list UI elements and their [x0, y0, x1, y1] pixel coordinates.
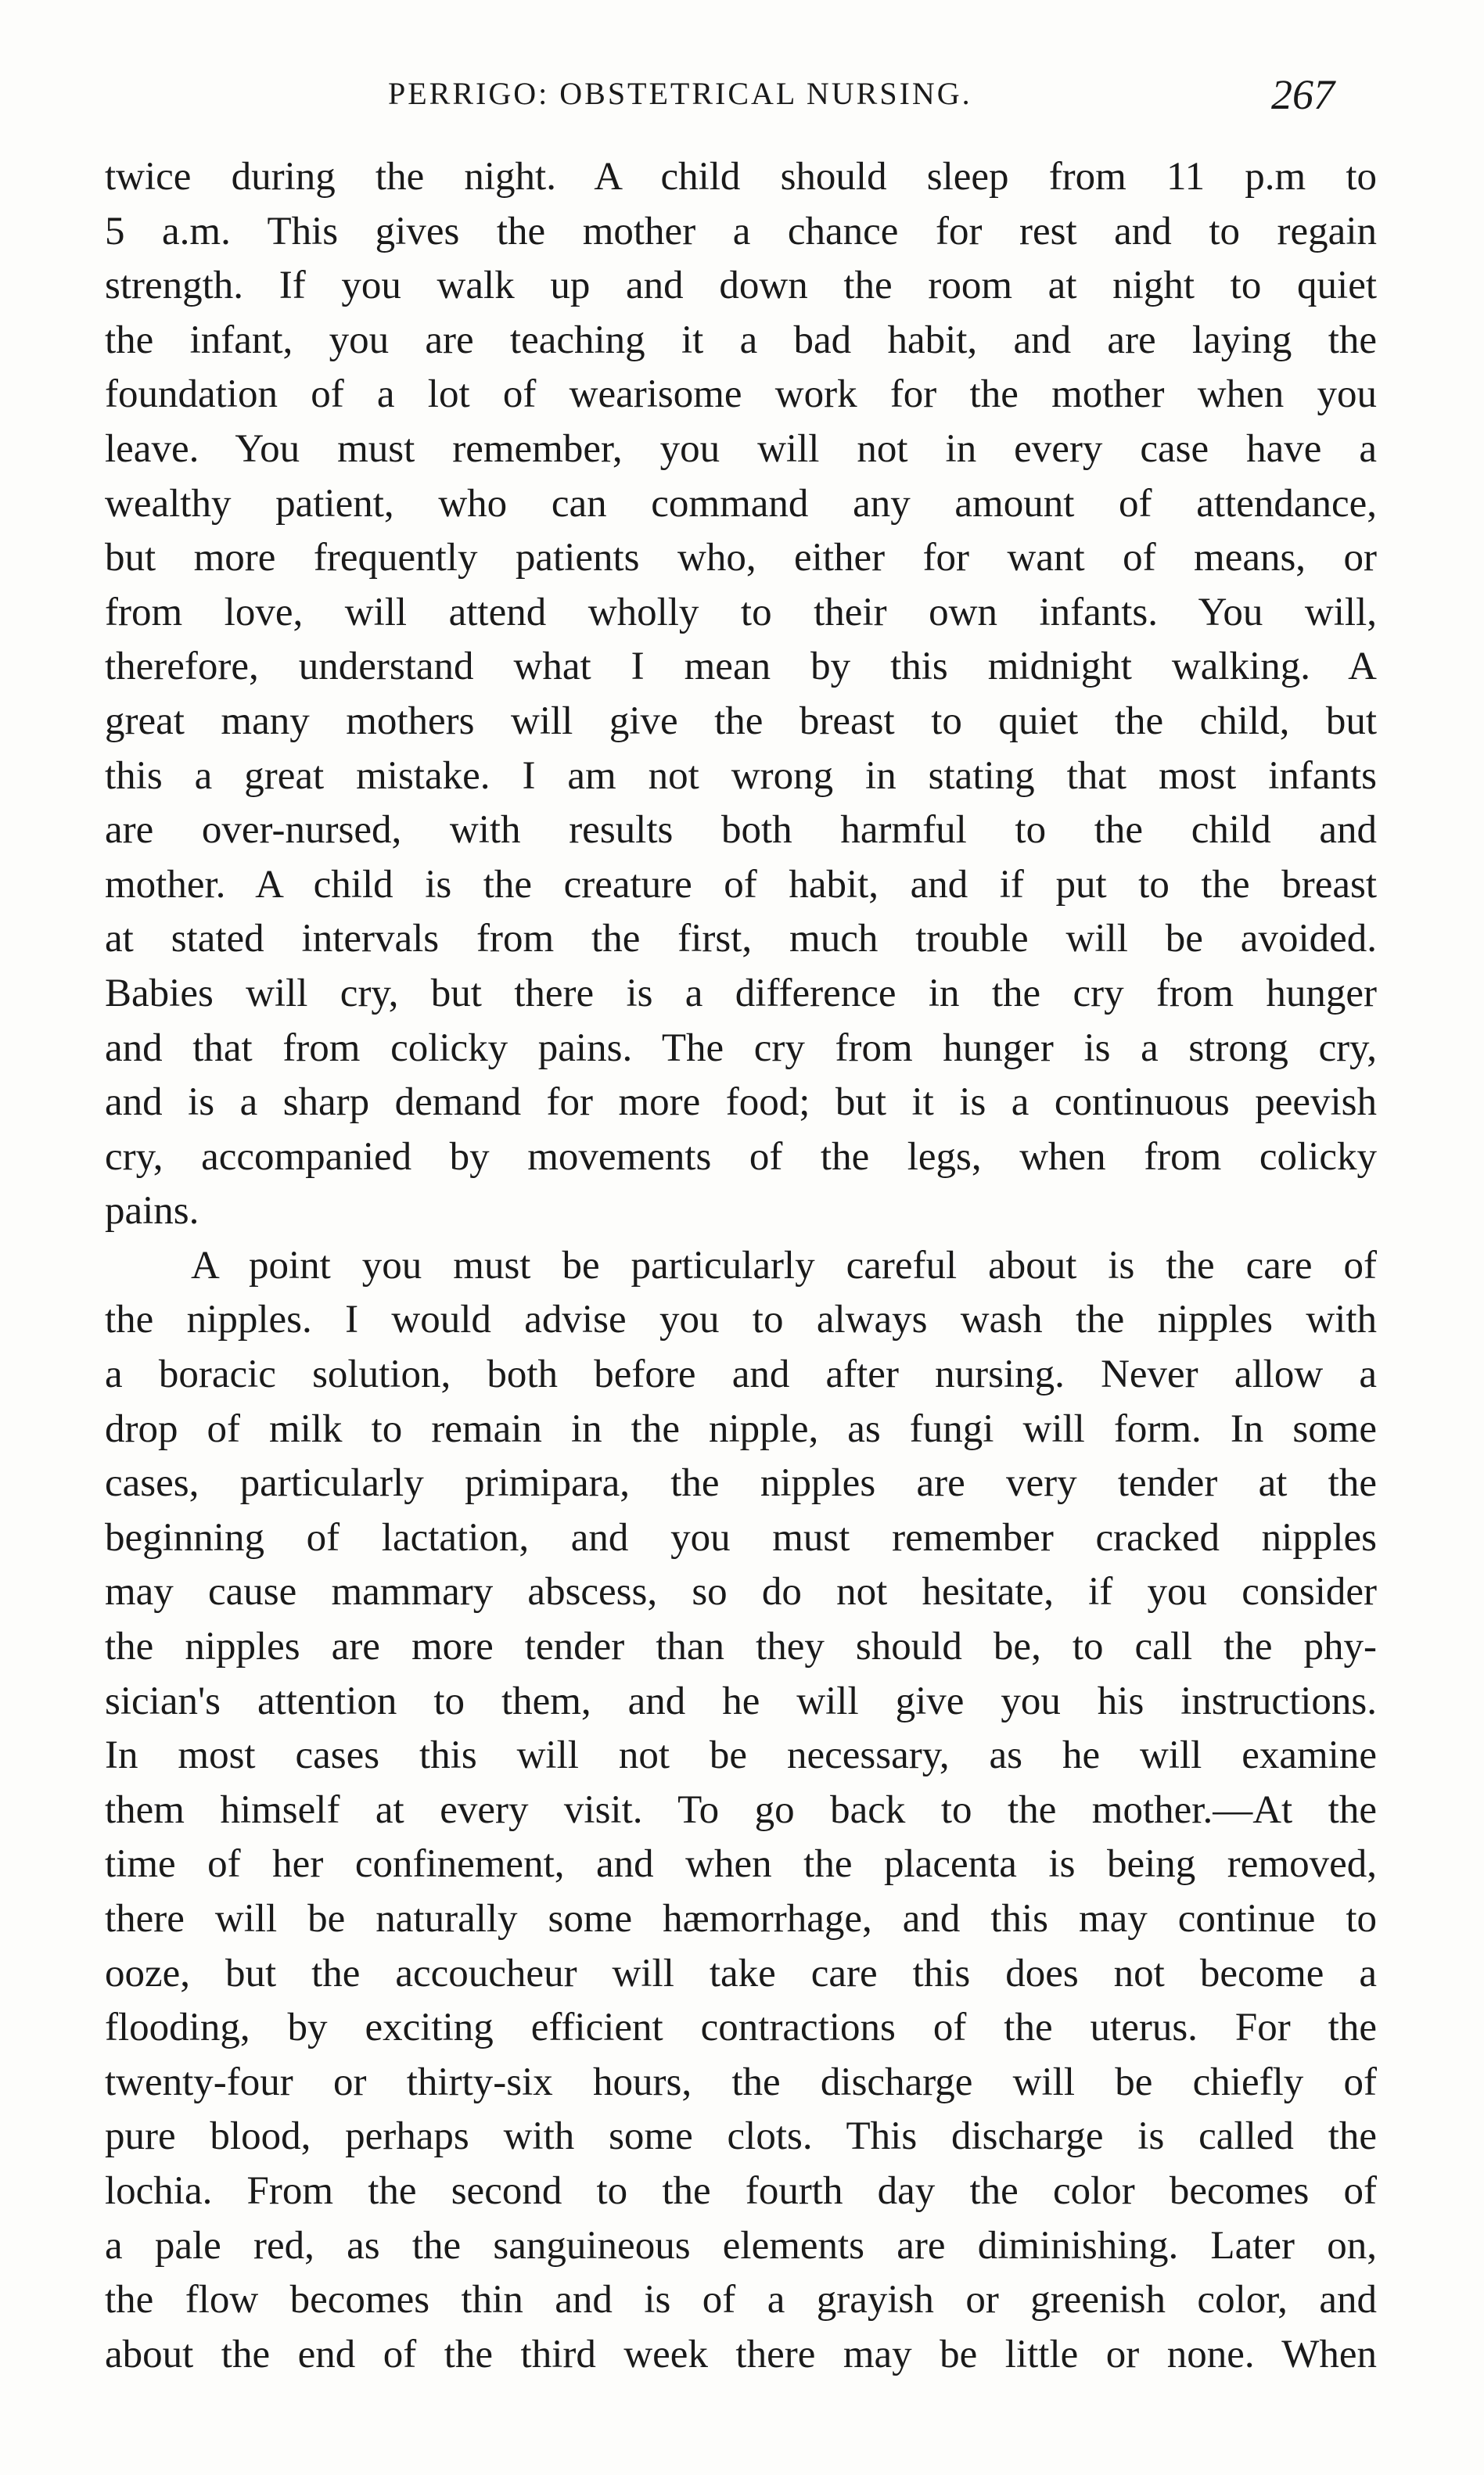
paragraph-first-line: A point you must be particularly careful about is the care of — [191, 1243, 1377, 1288]
text-line: leave. You must remember, you will not in every case have a — [105, 426, 1377, 471]
page-header — [0, 71, 1484, 130]
paragraph-end-line: pains. — [105, 1189, 199, 1234]
text-line: In most cases this will not be necessary, as he will examine — [105, 1733, 1377, 1778]
text-line: about the end of the third week there may be little or none. When — [105, 2332, 1377, 2376]
text-line: the flow becomes thin and is of a grayish or greenish color, and — [105, 2278, 1377, 2322]
text-line: sician's attention to them, and he will give you his instructions. — [105, 1679, 1377, 1723]
text-line: cry, accompanied by movements of the legs, when from colicky — [105, 1134, 1377, 1179]
text-line: strength. If you walk up and down the room at night to quiet — [105, 264, 1377, 308]
text-line: 5 a.m. This gives the mother a chance for rest and to regain — [105, 209, 1377, 253]
text-line: mother. A child is the creature of habit, and if put to the breast — [105, 862, 1377, 907]
text-line: Babies will cry, but there is a difference in the cry from hunger — [105, 971, 1377, 1015]
text-line: may cause mammary abscess, so do not hesitate, if you consider — [105, 1570, 1377, 1615]
text-line: the infant, you are teaching it a bad habit, and are laying the — [105, 318, 1377, 362]
text-line: a boracic solution, both before and after nursing. Never allow a — [105, 1352, 1377, 1397]
text-line: there will be naturally some hæmorrhage, and this may continue to — [105, 1897, 1377, 1941]
text-line: drop of milk to remain in the nipple, as fungi will form. In some — [105, 1406, 1377, 1451]
text-line: and that from colicky pains. The cry from hunger is a strong cry, — [105, 1026, 1377, 1070]
text-line: them himself at every visit. To go back to the mother.—At the — [105, 1787, 1377, 1832]
text-line: are over-nursed, with results both harmful to the child and — [105, 808, 1377, 853]
text-line: flooding, by exciting efficient contractions of the uterus. For the — [105, 2006, 1377, 2050]
text-line: lochia. From the second to the fourth day the color becomes of — [105, 2168, 1377, 2213]
text-line: pure blood, perhaps with some clots. This discharge is called the — [105, 2114, 1377, 2159]
text-line: the nipples are more tender than they should be, to call the phy- — [105, 1625, 1377, 1669]
text-line: ooze, but the accoucheur will take care this does not become a — [105, 1951, 1377, 1995]
text-line: wealthy patient, who can command any amount of attendance, — [105, 481, 1377, 526]
text-line: time of her confinement, and when the placenta is being removed, — [105, 1842, 1377, 1887]
text-line: great many mothers will give the breast to quiet the child, but — [105, 699, 1377, 743]
text-line: at stated intervals from the first, much trouble will be avoided. — [105, 917, 1377, 961]
page-number: 267 — [1271, 71, 1335, 118]
text-line: foundation of a lot of wearisome work for the mother when you — [105, 372, 1377, 417]
text-line: cases, particularly primipara, the nipples are very tender at the — [105, 1461, 1377, 1506]
text-line: and is a sharp demand for more food; but it is a continuous peevish — [105, 1080, 1377, 1125]
body-text — [105, 150, 1377, 2382]
text-line: the nipples. I would advise you to always wash the nipples with — [105, 1298, 1377, 1342]
text-line: therefore, understand what I mean by this midnight walking. A — [105, 645, 1377, 689]
text-line: a pale red, as the sanguineous elements are diminishing. Later on, — [105, 2223, 1377, 2268]
text-line: but more frequently patients who, either for want of means, or — [105, 536, 1377, 580]
text-line: twice during the night. A child should sleep from 11 p.m to — [105, 155, 1377, 199]
text-line: twenty-four or thirty-six hours, the discharge will be chiefly of — [105, 2060, 1377, 2104]
text-line: from love, will attend wholly to their own infants. You will, — [105, 590, 1377, 634]
text-line: this a great mistake. I am not wrong in stating that most infants — [105, 753, 1377, 798]
text-line: beginning of lactation, and you must remember cracked nipples — [105, 1515, 1377, 1560]
running-head: PERRIGO: OBSTETRICAL NURSING. — [388, 76, 972, 111]
